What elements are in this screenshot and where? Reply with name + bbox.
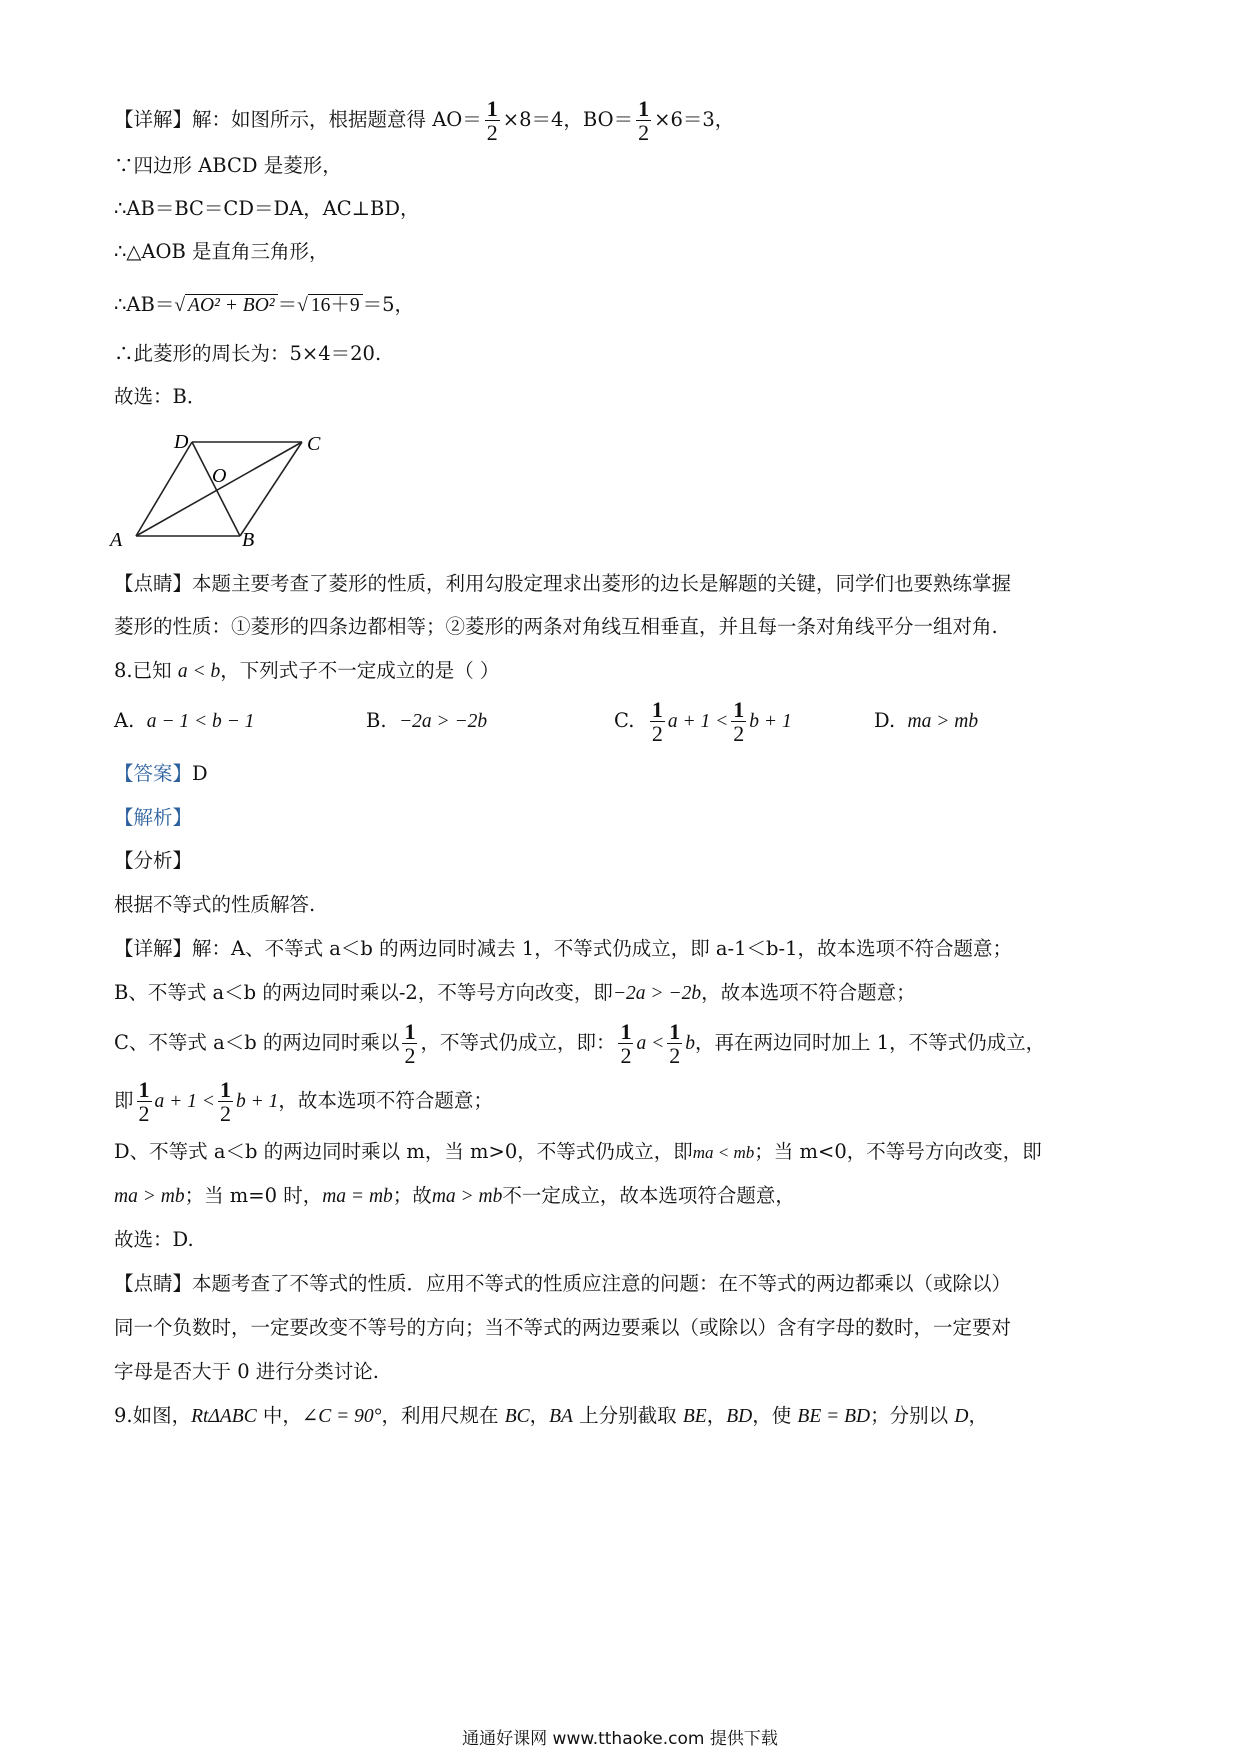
rhombus-figure bbox=[112, 430, 372, 565]
equals: ＝ bbox=[277, 293, 298, 316]
detail-c: C、不等式 a＜b 的两边同时乘以 $\frac{1}{2}$ ，不等式仍成立，即： $\frac{1}{2}$ a < $\frac{1}{2}$ b，再在两边同时加上 1，不等式仍成立， bbox=[114, 1019, 1046, 1068]
center-label-o: O bbox=[212, 465, 227, 487]
detail-b: B、不等式 a＜b 的两边同时乘以-2，不等号方向改变，即−2a > −2b，故本选项不符合题意； bbox=[114, 981, 916, 1004]
analysis-tag: 【解析】 bbox=[114, 806, 193, 829]
detail-a: 【详解】解：A、不等式 a＜b 的两边同时减去 1，不等式仍成立，即 a-1＜b-1，故本选项不符合题意； bbox=[114, 937, 1012, 960]
vertex-label-a: A bbox=[110, 529, 123, 551]
text-line: ∴△AOB 是直角三角形， bbox=[114, 240, 329, 263]
perimeter-line: ∴此菱形的周长为：5×4＝20. bbox=[114, 342, 382, 365]
comment-line: 菱形的性质：①菱形的四条边都相等；②菱形的两条对角线互相垂直，并且每一条对角线平分一组对角. bbox=[114, 615, 998, 638]
comment-line: 【点睛】本题主要考查了菱形的性质，利用勾股定理求出菱形的边长是解题的关键，同学们也要熟练掌握 bbox=[114, 572, 1012, 595]
comment2-line: 同一个负数时，一定要改变不等号的方向；当不等式的两边要乘以（或除以）含有字母的数时，一定要对 bbox=[114, 1316, 1012, 1339]
fraction-half: $\frac{1}{2}$ bbox=[638, 96, 650, 145]
vertex-label-d: D bbox=[174, 431, 189, 453]
detail-c-2: 即 $\frac{1}{2}$ a + 1 < $\frac{1}{2}$ b + 1，故本选项不符合题意； bbox=[114, 1077, 493, 1126]
ab-suffix: ＝5， bbox=[362, 293, 415, 316]
ab-prefix: ∴AB＝ bbox=[114, 293, 175, 316]
option-b: B. −2a > −2b bbox=[366, 709, 488, 732]
sqrt-expression: √ 16＋9 bbox=[297, 294, 362, 316]
q8-suffix: ，下列式子不一定成立的是（ ） bbox=[220, 659, 500, 682]
fenxi-tag: 【分析】 bbox=[114, 849, 193, 872]
comment2-line: 【点睛】本题考查了不等式的性质．应用不等式的性质应注意的问题：在不等式的两边都乘以（或除以） bbox=[114, 1272, 1012, 1295]
detail-d-2: ma > mb；当 m=0 时，ma = mb；故ma > mb不一定成立，故本选项符合题意， bbox=[114, 1184, 795, 1207]
vertex-label-c: C bbox=[307, 433, 321, 455]
option-c: C. $\frac{1}{2}$ a + 1 < $\frac{1}{2}$ b + 1 bbox=[614, 697, 792, 746]
option-d: D. ma > mb bbox=[874, 709, 979, 732]
answer-tag: 【答案】 bbox=[114, 762, 193, 785]
detail-prefix: 【详解】解：如图所示，根据题意得 AO＝ bbox=[114, 108, 482, 131]
answer-value: D bbox=[192, 762, 208, 785]
sqrt-expression: √ AO² + BO² bbox=[174, 294, 277, 316]
text-line: ∴AB＝BC＝CD＝DA，AC⊥BD， bbox=[114, 197, 420, 220]
option-a: A. a − 1 < b − 1 bbox=[114, 709, 255, 732]
answer-line bbox=[114, 760, 1140, 788]
question-8-stem bbox=[114, 657, 1140, 686]
vertex-label-b: B bbox=[242, 529, 255, 551]
text-line: ∵四边形 ABCD 是菱形， bbox=[114, 154, 342, 177]
detail-d-1: D、不等式 a＜b 的两边同时乘以 m，当 m>0，不等式仍成立，即ma < mb；当 m<0，不等号方向改变，即 bbox=[114, 1140, 1042, 1163]
detail-expr: ×8＝4，BO＝ bbox=[502, 108, 634, 131]
q8-condition: a < b bbox=[177, 661, 221, 682]
page-footer: 通通好课网 www.tthaoke.com 提供下载 bbox=[462, 1729, 778, 1749]
question-9-stem: 9.如图，RtΔABC 中，∠C = 90°，利用尺规在 BC，BA 上分别截取 BE，BD，使 BE = BD；分别以 D， bbox=[114, 1404, 988, 1427]
q8-prefix: 8.已知 bbox=[114, 659, 178, 682]
comment2-line: 字母是否大于 0 进行分类讨论. bbox=[114, 1360, 380, 1383]
choose-line: 故选：B． bbox=[114, 385, 207, 408]
ab-length-line bbox=[114, 288, 1140, 323]
fraction-half: $\frac{1}{2}$ bbox=[486, 96, 498, 145]
detail-solution-line bbox=[114, 94, 1140, 146]
detail-expr: ×6＝3， bbox=[654, 108, 735, 131]
choose-d-line: 故选：D. bbox=[114, 1228, 194, 1251]
fenxi-text: 根据不等式的性质解答. bbox=[114, 893, 316, 916]
